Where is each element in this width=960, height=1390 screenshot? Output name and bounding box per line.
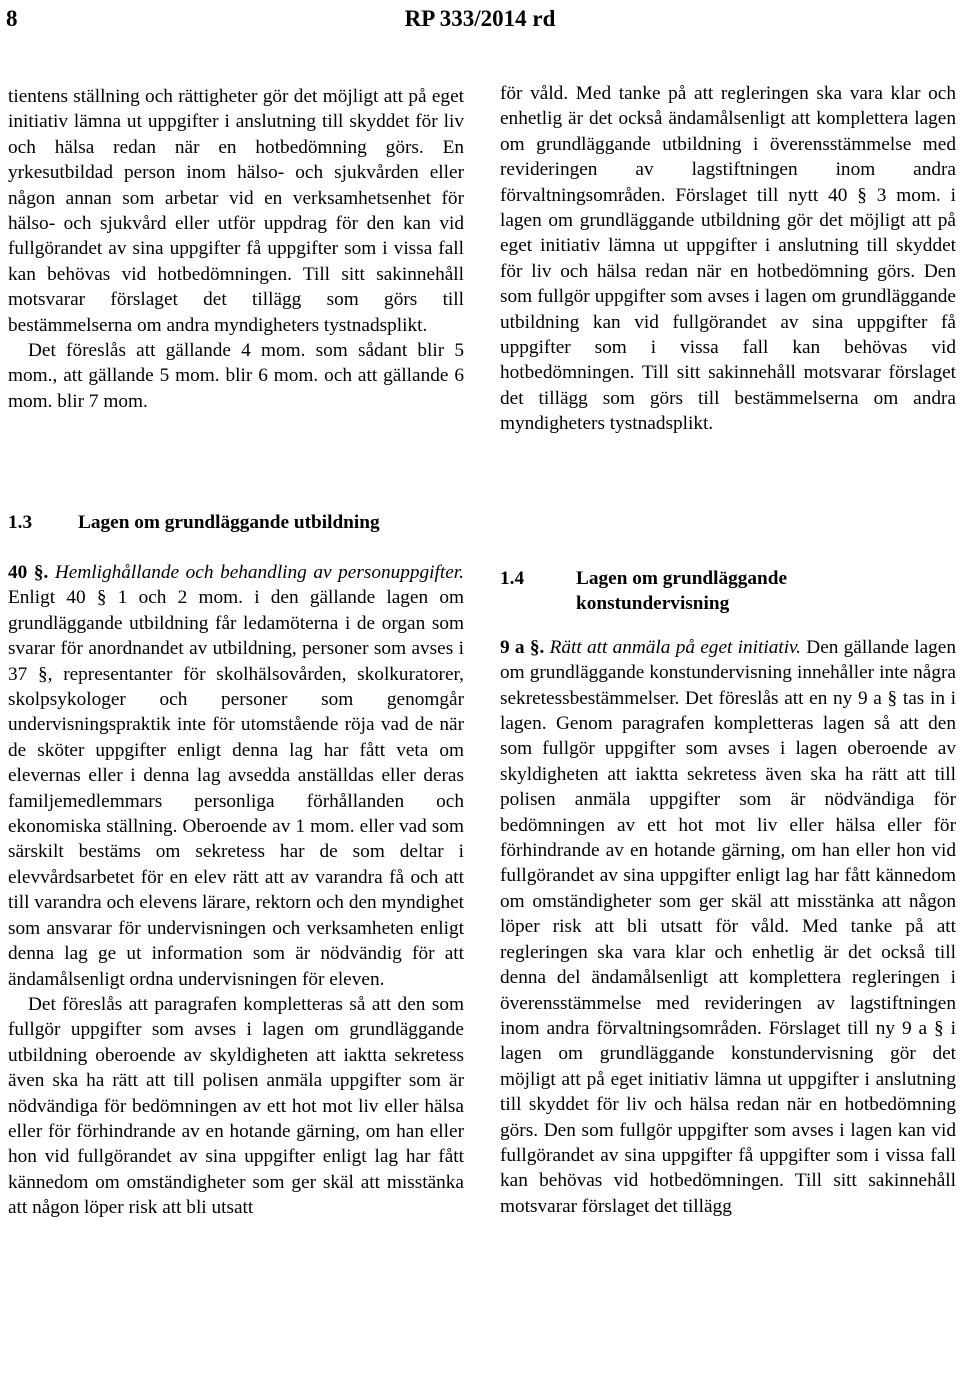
section-number: 1.3 (8, 512, 33, 533)
paragraph-body: Enligt 40 § 1 och 2 mom. i den gällande lagen om grundläggande utbildning får ledamöterna i de organ som svarar för anordnandet av utbildning, personer som avses i 37 §, representanter för skolhälsovården, skolkuratorer, skolpsykologer och personer som genomgår undervisningspraktik inte för utomstående röja vad de när de sköter uppgifter enligt denna lag har fått veta om elevernas eller i denna lag avsedda anställdas eller deras familjemedlemmars personliga förhållanden och ekonomiska ställning. Oberoende av 1 mom. eller vad som särskilt bestäms om sekretess har de som deltar i elevvårdsarbetet för en elev rätt att av varandra få och att till varandra och elevens lärare, rektorn och den myndighet som ansvarar för undervisningen och verksamheten enligt denna lag ge ut information som är nödvändig för att ändamålsenligt ordna undervisningen för eleven. (8, 587, 464, 990)
paragraph-40 (8, 560, 464, 992)
paragraph-left-1: tientens ställning och rättigheter gör det möjligt att på eget initiativ lämna ut uppgifter i anslutning till skyddet för liv och hälsa redan när en hotbedömning görs. En yrkesutbildad person inom hälso- och sjukvården eller någon annan som arbetar vid en verksamhetsenhet för hälso- och sjukvård eller utför uppdrag för den kan vid fullgörandet av sina uppgifter få uppgifter som i vissa fall kan behövas vid hotbedömningen. Till sitt sakinnehåll motsvarar förslaget det tillägg som görs till bestämmelserna om andra myndigheters tystnadsplikt. (8, 86, 464, 336)
document-id: RP 333/2014 rd (404, 6, 556, 31)
right-column-top (500, 81, 956, 437)
paragraph-lead-title: Rätt att anmäla på eget initiativ. (549, 636, 801, 658)
paragraph-body: Den gällande lagen om grundläggande konstundervisning innehåller inte några sekretessbestämmelser. Det föreslås att en ny 9 a § tas in i lagen. Genom paragrafen kompletteras lagen så att den som fullgör uppgifter som avses i lagen oberoende av skyldigheten att iaktta sekretess även ska ha rätt att till polisen anmäla uppgifter som är nödvändiga för bedömningen av ett hot mot liv eller hälsa eller för förhindrande av en hotande gärning, om han eller hon vid fullgörandet av sina uppgifter enligt lag har fått kännedom om omständigheter som ger skäl att misstänka att någon löper risk att bli utsatt för våld. Med tanke på att regleringen ska vara klar och enhetlig är det också till denna del ändamålsenligt att komplettera regleringen i överensstämmelse med revideringen av lagstiftningen inom andra förvaltningsområden. Förslaget till ny 9 a § i lagen om grundläggande konstundervisning gör det möjligt att på eget initiativ lämna ut uppgifter i anslutning till skyddet för liv och hälsa redan när en hotbedömning görs. Den som fullgör uppgifter som avses i lagen kan vid fullgörandet av sina uppgifter få uppgifter som i vissa fall kan behövas vid hotbedömningen. Till sitt sakinnehåll motsvarar förslaget det tillägg (500, 636, 957, 1217)
right-column-bottom (500, 566, 956, 1219)
paragraph-lead: 40 §. (8, 562, 49, 583)
left-column-top (8, 84, 464, 414)
section-title: Lagen om grundläggande utbildning (78, 512, 380, 533)
page-header (0, 4, 960, 44)
paragraph-left-2: Det föreslås att gällande 4 mom. som sådant blir 5 mom., att gällande 5 mom. blir 6 mom. och att gällande 6 mom. blir 7 mom. (8, 340, 464, 412)
section-number: 1.4 (500, 568, 525, 589)
page-number: 8 (6, 6, 18, 31)
section-title: Lagen om grundläggande konstundervisning (576, 568, 788, 615)
paragraph-40-cont: Det föreslås att paragrafen kompletteras så att den som fullgör uppgifter som avses i lagen om grundläggande utbildning oberoende av skyldigheten att iaktta sekretess även ska ha rätt att till polisen anmäla uppgifter som är nödvändiga för bedömningen av ett hot mot liv eller hälsa eller för förhindrande av en hotande gärning, om han eller hon vid fullgörandet av sina uppgifter enligt lag har fått kännedom om omständigheter som ger skäl att misstänka att någon löper risk att bli utsatt (8, 993, 464, 1219)
paragraph-lead-title: Hemlighållande och behandling av personuppgifter. (54, 562, 464, 583)
paragraph-lead: 9 a §. (500, 636, 545, 658)
section-heading-1-4 (500, 566, 956, 617)
left-column-bottom (8, 560, 464, 1221)
paragraph-right-1: för våld. Med tanke på att regleringen ska vara klar och enhetlig är det också ändamålsenligt att komplettera lagen om grundläggande utbildning i överensstämmelse med revideringen av lagstiftningen inom andra förvaltningsområden. Förslaget till nytt 40 § 3 mom. i lagen om grundläggande utbildning gör det möjligt att på eget initiativ lämna ut uppgifter i anslutning till skyddet för liv och hälsa redan när en hotbedömning görs. Den som fullgör uppgifter som avses i lagen om grundläggande utbildning kan vid fullgörandet av sina uppgifter få uppgifter som i vissa fall kan behövas vid hotbedömningen. Till sitt sakinnehåll motsvarar förslaget det tillägg som görs till bestämmelserna om andra myndigheters tystnadsplikt. (500, 83, 956, 435)
paragraph-9a (500, 635, 956, 1219)
section-heading-1-3 (8, 510, 464, 535)
